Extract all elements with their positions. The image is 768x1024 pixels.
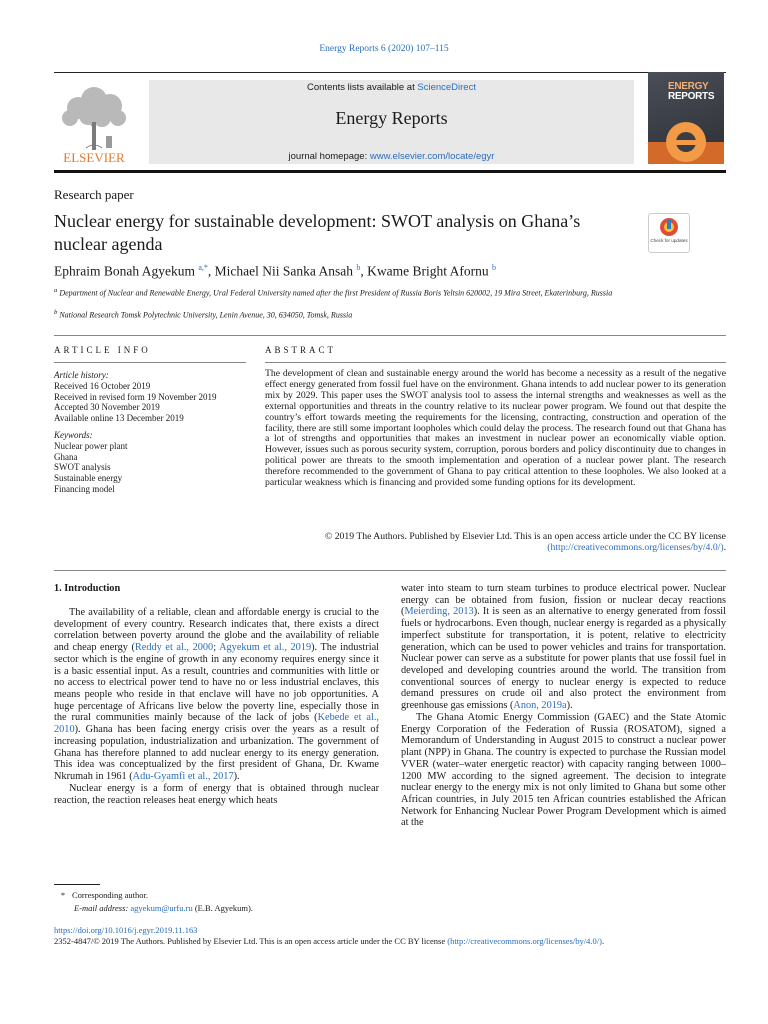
- contents-line: [149, 82, 634, 93]
- abstract-bottom-rule: [54, 570, 726, 571]
- journal-citation[interactable]: Energy Reports 6 (2020) 107–115: [319, 44, 449, 54]
- front-matter-rule: [54, 335, 726, 336]
- license-end: .: [601, 936, 605, 946]
- sciencedirect-link[interactable]: ScienceDirect: [417, 82, 476, 93]
- author-name[interactable]: Michael Nii Sanka Ansah: [214, 263, 354, 279]
- author-separator: ,: [360, 263, 368, 279]
- journal-name: Energy Reports: [335, 108, 448, 128]
- body-right-column: [401, 583, 726, 829]
- citation-link[interactable]: Agyekum et al., 2019: [219, 642, 312, 654]
- check-for-updates-label: Check for updates: [650, 238, 688, 243]
- section-heading: 1. Introduction: [54, 583, 121, 594]
- abstract-rule: [265, 362, 726, 363]
- keyword: Sustainable energy: [54, 473, 123, 484]
- citation-link[interactable]: Meierding, 2013: [404, 606, 474, 618]
- footer-license-link[interactable]: (http://creativecommons.org/licenses/by/4.0/): [447, 936, 602, 946]
- affiliation: [54, 285, 654, 299]
- doi-link[interactable]: https://doi.org/10.1016/j.egyr.2019.11.163: [54, 925, 198, 935]
- text-run: water into steam to turn steam turbines to produce electrical power. Nuclear energy can be obtained from fusion, fission or nuclear decay reactions (: [401, 583, 726, 618]
- article-info: [54, 370, 246, 495]
- keyword: SWOT analysis: [54, 462, 111, 473]
- affiliation-mark: a: [54, 287, 58, 294]
- abstract-text: The development of clean and sustainable energy around the world has become a necessity as a result of the negative effect energy generated from fossil fuel have on the environment. Ghana intends to add nuclear power to its generation mix by 2029. This paper uses the SWOT analysis tool to assess the internal strengths and weaknesses as well as the external opportunities and threats in the country relative to its nuclear power program. We found out that despite the country’s effort towards meeting the requirements for the licensing, contracting, construction and operation of the facility, there are still some important loopholes which could delay the process. The research found out that Ghana has a lot of strengths and opportunities that makes an investment in nuclear power an economically viable option. However, issues such as porous security system, corruption, porous borders and policy discontinuity due to changes in political power are threats to the smooth implementation and operation of a nuclear power plant. The research therefore recommended to the government of Ghana to pay critical attention to these loopholes. We also looked at a particular weakness which is financing and provided some funding options for its development.: [265, 368, 726, 489]
- text-run: ). Ghana has been facing energy crisis over the years as a result of increasing population, industrialization and urbanization. The government of Ghana has therefore planned to add nuclear energy to its energy generation. This idea was conceptualized by the first president of Ghana, Dr. Kwame Nkrumah in 1961 (: [54, 724, 379, 783]
- keywords-label: Keywords:: [54, 429, 93, 440]
- homepage-prefix: journal homepage:: [288, 151, 370, 162]
- article-info-rule: [54, 362, 246, 363]
- elsevier-tree-icon: [54, 78, 134, 164]
- history-label: Article history:: [54, 370, 109, 380]
- affiliation-text: National Research Tomsk Polytechnic University, Lenin Avenue, 30, 634050, Tomsk, Russia: [59, 310, 353, 320]
- footnote-corresponding: [54, 889, 148, 901]
- paragraph: [54, 607, 379, 783]
- license-link[interactable]: (http://creativecommons.org/licenses/by/4.0/): [547, 541, 724, 553]
- history-item: Received in revised form 19 November 2019: [54, 391, 217, 402]
- email-label: E-mail address:: [74, 903, 129, 913]
- author-name[interactable]: Ephraim Bonah Agyekum: [54, 263, 195, 279]
- abstract-heading: ABSTRACT: [265, 345, 337, 355]
- email-link[interactable]: agyekum@urfu.ru: [130, 903, 193, 913]
- text-run: ;: [213, 642, 220, 654]
- cover-e-emblem-icon: [648, 112, 724, 164]
- text-run: ). It is seen as an alternative to energy generated from fossil fuels or hydrocarbons. Even though, nuclear energy is regarded as a physically imperfect substitute for transportation, it is potent, relative to electricity generation, which can be used to power vehicles and trains for transportation. Nuclear power can serve as a substitute for power plants that use fossil fuel in developed and developing countries around the world. The transition from conventional sources of energy to nuclear energy is expected to reduce demand pressures on crude oil and also protect the environment from greenhouse gas emissions (: [401, 606, 727, 712]
- paragraph: Nuclear energy is a form of energy that is obtained through nuclear reaction, the reaction releases heat energy which heats: [54, 782, 379, 806]
- keyword: Nuclear power plant: [54, 440, 128, 451]
- article-title: Nuclear energy for sustainable development: SWOT analysis on Ghana’s nuclear agenda: [54, 211, 581, 254]
- contents-prefix: Contents lists available at: [307, 82, 418, 93]
- keyword: Ghana: [54, 451, 78, 462]
- keyword: Financing model: [54, 483, 115, 494]
- footnote-text: Corresponding author.: [72, 890, 149, 900]
- history-item: Accepted 30 November 2019: [54, 402, 160, 413]
- cover-title-line2: REPORTS: [668, 91, 715, 102]
- copyright-text: © 2019 The Authors. Published by Elsevier Ltd. This is an open access article under the CC BY license: [324, 531, 726, 542]
- header-top-rule: [54, 72, 726, 73]
- doi-line[interactable]: [54, 925, 198, 935]
- homepage-link[interactable]: www.elsevier.com/locate/egyr: [369, 151, 495, 162]
- text-run: The availability of a reliable, clean and affordable energy is crucial to the development of every country. Research indicates that, there exists a direct correlation between poverty around the globe and the availability of reliable and cheap energy (: [54, 607, 379, 654]
- paragraph: The Ghana Atomic Energy Commission (GAEC) and the State Atomic Energy Corporation of the Federation of Russia (ROSATOM), signed a Memorandum of Understanding in August 2015 to construct a nuclear power plant (NPP) in Ghana. The country is expected to purchase the Russian model VVER (water–water energetic reactor) with capacity ranging between 1000–1200 MW according to the signed agreement. The decision to integrate nuclear energy to the energy mix is not only limited to Ghana but some other African countries, in July 2015 ten African countries established the African Network for Enhancing Nuclear Power Program Development which is aimed at the: [401, 711, 726, 829]
- journal-homepage: [149, 151, 634, 162]
- citation-link[interactable]: Adu-Gyamfi et al., 2017: [132, 771, 234, 783]
- license-line: [54, 936, 604, 946]
- body-left-column: [54, 607, 379, 806]
- author-separator: ,: [207, 263, 215, 279]
- check-for-updates-icon: [649, 214, 689, 252]
- affiliation: [54, 307, 654, 321]
- paragraph: [401, 583, 726, 712]
- footnote-rule: [54, 884, 100, 885]
- history-item: Available online 13 December 2019: [54, 413, 184, 424]
- citation-link[interactable]: Anon, 2019a: [513, 700, 567, 712]
- author-name[interactable]: Kwame Bright Afornu: [367, 263, 489, 279]
- affiliation-mark: b: [54, 309, 58, 316]
- citation-link[interactable]: Reddy et al., 2000: [134, 642, 214, 654]
- abstract-copyright: [265, 532, 726, 554]
- email-owner: (E.B. Agyekum).: [192, 903, 253, 913]
- check-for-updates-badge[interactable]: [648, 213, 690, 253]
- history-item: Received 16 October 2019: [54, 380, 151, 391]
- author-affil-mark[interactable]: b: [356, 263, 361, 272]
- article-info-heading: ARTICLE INFO: [54, 345, 151, 355]
- author-list: [54, 263, 496, 280]
- license-text: 2352-4847/© 2019 The Authors. Published by Elsevier Ltd. This is an open access article under the CC BY license: [54, 936, 448, 946]
- citation-link[interactable]: Kebede et al., 2010: [54, 712, 379, 736]
- footnote-mark: *: [60, 890, 66, 900]
- affiliation-text: Department of Nuclear and Renewable Energy, Ural Federal University named after the first President of Russia Boris Yeltsin 620002, 19 Mira Street, Ekaterinburg, Russia: [59, 288, 613, 298]
- text-run: ).: [233, 771, 240, 783]
- journal-cover[interactable]: [648, 72, 724, 164]
- copyright-end: .: [723, 541, 726, 553]
- text-run: ).: [566, 700, 573, 712]
- svg-text:ELSEVIER: ELSEVIER: [63, 150, 125, 164]
- author-affil-mark[interactable]: a,*: [198, 263, 208, 272]
- footnote-email: [74, 902, 253, 914]
- header-bottom-rule: [54, 170, 726, 173]
- text-run: ). The industrial sector which is the engine of growth in any economy requires energy since it is a basic essential input. As a result, countries and communities with little or no access to electrical power tend to have no or less industrial enclaves, this means people who reside in that enclave will have no job opportunities. A huge percentage of Africans live below the poverty line, especially those in the rural communities mainly because of the lack of jobs (: [54, 642, 380, 724]
- cover-title: [668, 82, 714, 102]
- author-affil-mark[interactable]: b: [492, 263, 497, 272]
- cover-title-line1: ENERGY: [668, 81, 709, 92]
- elsevier-logo[interactable]: [54, 78, 134, 164]
- article-type: Research paper: [54, 187, 134, 202]
